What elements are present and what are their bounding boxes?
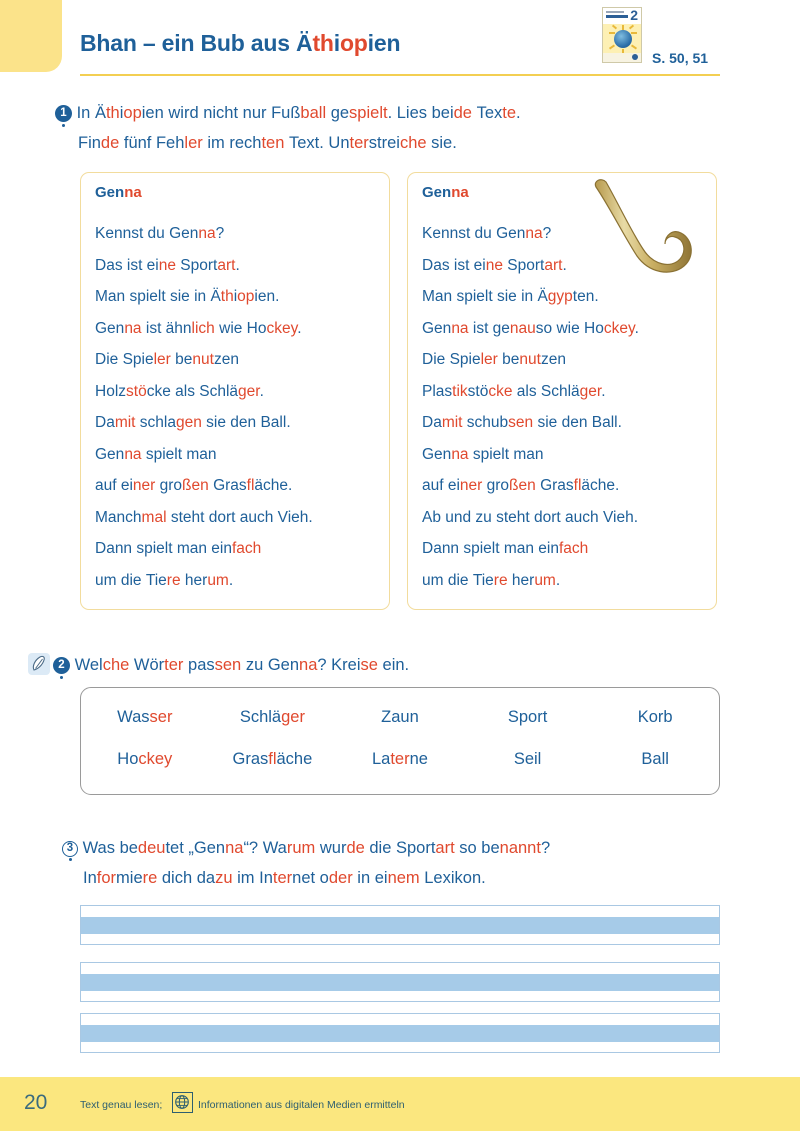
- text-box-left: [80, 172, 390, 610]
- word-item[interactable]: Wasser: [117, 708, 173, 726]
- footer-competency-1: Text genau lesen;: [80, 1099, 163, 1111]
- footer-competency-2: Informationen aus digitalen Medien ermitteln: [198, 1099, 405, 1111]
- page-reference: S. 50, 51: [652, 50, 709, 66]
- word-row-2: [81, 750, 719, 769]
- text-box-left-body: Kennst du Genna? Das ist eine Sportart. Man spielt sie in Äthiopien. Genna ist ähnlich wie Hockey. Die Spieler benutzen Holzstöcke als Schläger. Damit schlagen sie den Ball. Genna spielt man auf einer großen Grasfläche. Manchmal steht dort auch Vieh. Dann spielt man einfach um die Tiere herum.: [95, 225, 313, 589]
- page-footer: [0, 1077, 800, 1131]
- writing-line-band: [81, 974, 719, 991]
- globe-icon: [172, 1092, 193, 1113]
- task-2-instruction: Welche Wörter passen zu Genna? Kreise ein.: [74, 656, 410, 674]
- word-item[interactable]: Grasfläche: [232, 750, 313, 768]
- writing-line-1[interactable]: [80, 905, 720, 945]
- book-cover-thumbnail: [602, 7, 642, 63]
- task-3-line-1: Was bedeutet „Genna“? Warum wurde die Sportart so benannt?: [82, 839, 551, 857]
- task-1: [55, 98, 755, 158]
- word-item[interactable]: Seil: [513, 750, 542, 768]
- text-box-right-body: Kennst du Genna? Das ist eine Sportart. Man spielt sie in Ägypten. Genna ist genauso wie Hockey. Die Spieler benutzen Plastikstöcke als Schläger. Damit schubsen sie den Ball. Genna spielt man auf einer großen Grasfläche. Ab und zu steht dort auch Vieh. Dann spielt man einfach um die Tiere herum.: [422, 225, 639, 589]
- writing-line-band: [81, 917, 719, 934]
- writing-line-2[interactable]: [80, 962, 720, 1002]
- pencil-icon: [28, 653, 50, 675]
- task-3: [62, 833, 762, 893]
- task-1-line-1: In Äthiopien wird nicht nur Fußball gespielt. Lies beide Texte.: [76, 104, 521, 122]
- text-box-left-title: Genna: [95, 184, 142, 201]
- word-item[interactable]: Ball: [641, 750, 669, 768]
- word-item[interactable]: Schläger: [239, 708, 305, 726]
- book-cover-number: 2: [630, 7, 638, 23]
- word-item[interactable]: Korb: [637, 708, 673, 726]
- page-title: Bhan – ein Bub aus Äthiopien: [80, 30, 401, 56]
- word-selection-box[interactable]: [80, 687, 720, 795]
- word-item[interactable]: Sport: [507, 708, 548, 726]
- word-item[interactable]: Hockey: [117, 750, 173, 768]
- text-box-right: [407, 172, 717, 610]
- task-1-line-2: Finde fünf Fehler im rechten Text. Unterstreiche sie.: [78, 134, 457, 152]
- page-number: 20: [24, 1091, 48, 1114]
- writing-line-3[interactable]: [80, 1013, 720, 1053]
- word-item[interactable]: Laterne: [371, 750, 428, 768]
- task-3-number: 3: [62, 841, 78, 857]
- task-2-number: 2: [53, 657, 70, 674]
- corner-decoration: [0, 0, 62, 72]
- word-row-1: [81, 708, 719, 727]
- writing-line-band: [81, 1025, 719, 1042]
- task-2: [28, 653, 768, 677]
- page-header: [80, 7, 720, 86]
- word-item[interactable]: Zaun: [381, 708, 419, 726]
- header-divider: [80, 74, 720, 76]
- text-box-right-title: Genna: [422, 184, 469, 201]
- task-1-number: 1: [55, 105, 72, 122]
- task-3-line-2: Informiere dich dazu im Internet oder in einem Lexikon.: [83, 869, 486, 887]
